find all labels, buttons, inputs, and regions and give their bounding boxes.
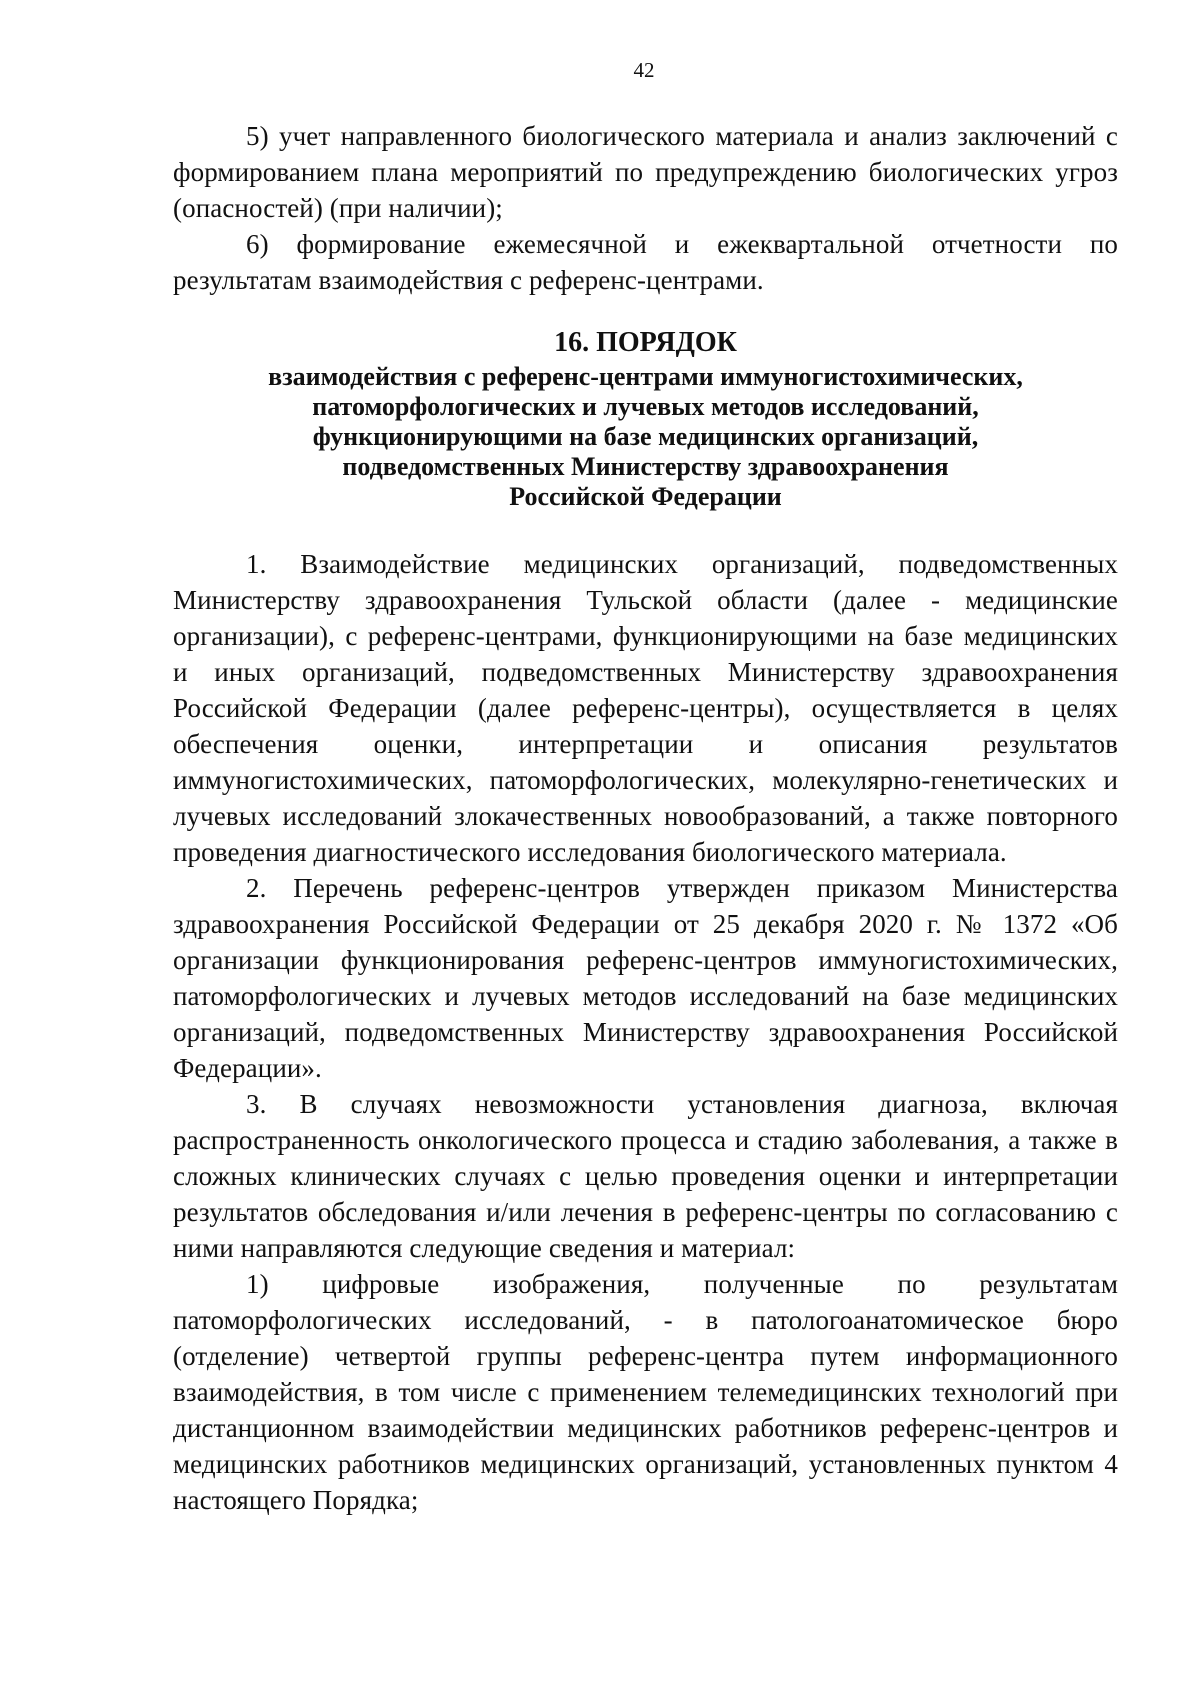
paragraph-1: 1. Взаимодействие медицинских организаций, подведомственных Министерству здравоохранения Тульской области (далее - медицинские организации), с референс-центрами, функционирующими на базе медицинских и иных организаций, подведомственных Министерству здравоохранения Российской Федерации (далее референс-центры), осуществляется в целях обеспечения оценки, интерпретации и описания результатов иммуногистохимических, патоморфологических, молекулярно-генетических и лучевых исследований злокачественных новообразований, а также повторного проведения диагностического исследования биологического материала.: [173, 549, 1118, 867]
page-number: 42: [633, 58, 655, 82]
section-subtitle-line: функционирующими на базе медицинских организаций,: [312, 422, 979, 451]
section-heading: [173, 326, 1118, 512]
document-body: [173, 118, 1118, 1518]
section-subtitle-line: подведомственных Министерству здравоохранения: [342, 452, 949, 481]
section-subtitle-line: Российской Федерации: [509, 482, 782, 511]
section-title: 16. ПОРЯДОК: [554, 327, 737, 358]
section-subtitle-line: взаимодействия с референс-центрами иммуногистохимических,: [268, 362, 1023, 391]
paragraph-2: 2. Перечень референс-центров утвержден приказом Министерства здравоохранения Российской Федерации от 25 декабря 2020 г. № 1372 «Об организации функционирования референс-центров иммуногистохимических, патоморфологических и лучевых методов исследований на базе медицинских организаций, подведомственных Министерству здравоохранения Российской Федерации».: [173, 873, 1118, 1083]
list-item-6: 6) формирование ежемесячной и ежеквартальной отчетности по результатам взаимодействия с референс-центрами.: [173, 229, 1118, 295]
paragraph-3: 3. В случаях невозможности установления диагноза, включая распространенность онкологического процесса и стадию заболевания, а также в сложных клинических случаях с целью проведения оценки и интерпретации результатов обследования и/или лечения в референс-центры по согласованию с ними направляются следующие сведения и материал:: [173, 1089, 1118, 1263]
list-item-5: 5) учет направленного биологического материала и анализ заключений с формированием плана мероприятий по предупреждению биологических угроз (опасностей) (при наличии);: [173, 121, 1118, 223]
paragraph-3-item-1: 1) цифровые изображения, полученные по результатам патоморфологических исследований, - в патологоанатомическое бюро (отделение) четвертой группы референс-центра путем информационного взаимодействия, в том числе с применением телемедицинских технологий при дистанционном взаимодействии медицинских работников референс-центров и медицинских работников медицинских организаций, установленных пунктом 4 настоящего Порядка;: [173, 1269, 1118, 1515]
section-subtitle-line: патоморфологических и лучевых методов исследований,: [312, 392, 979, 421]
